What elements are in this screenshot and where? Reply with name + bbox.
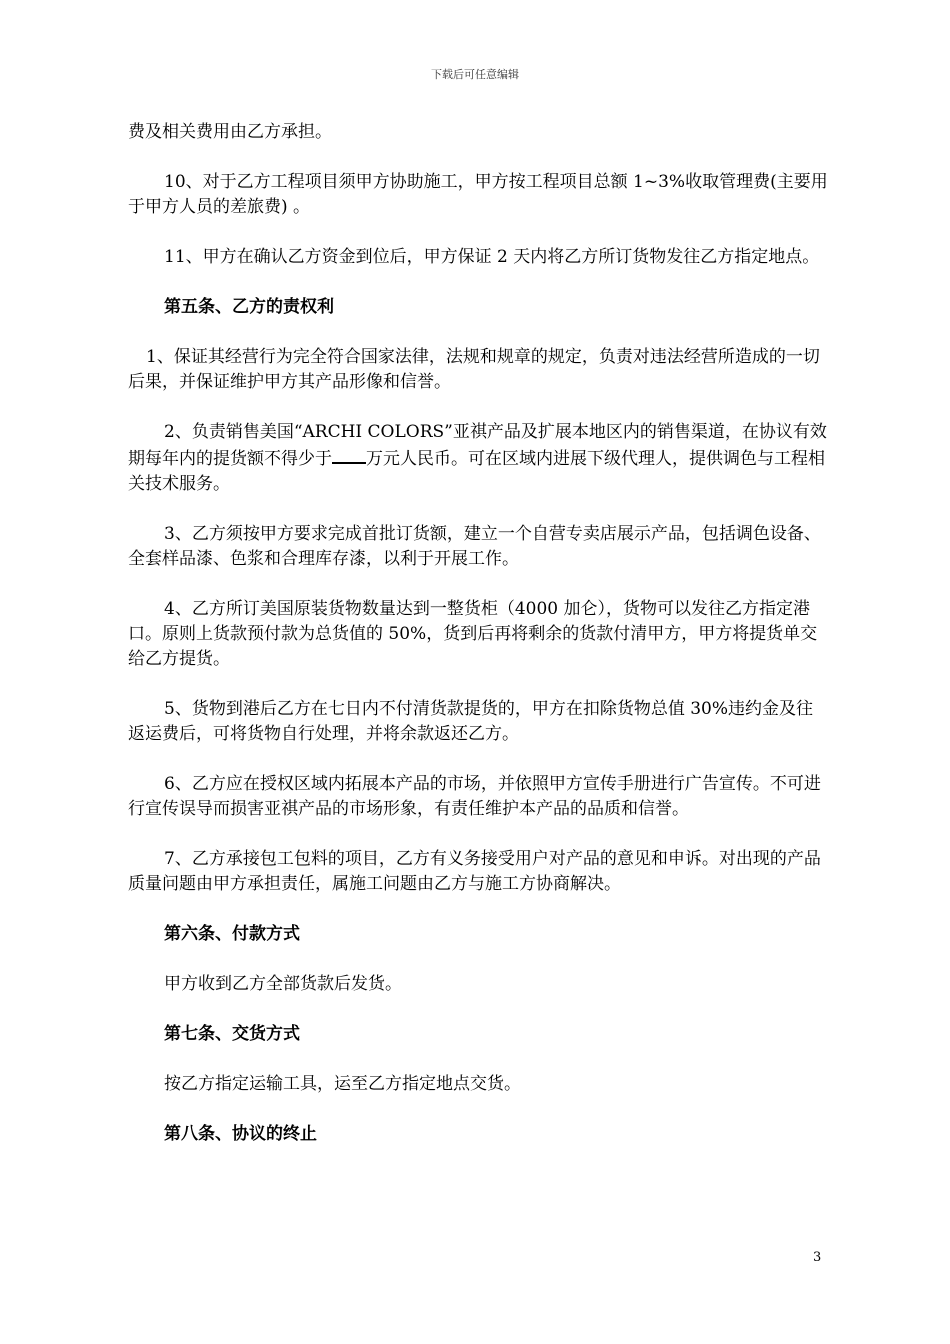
section-heading: 第六条、付款方式	[164, 924, 300, 944]
blank-line	[332, 445, 366, 464]
paragraph: 7、乙方承接包工包料的项目，乙方有义务接受用户对产品的意见和申诉。对出现的产品质量问题由甲方承担责任，属施工问题由乙方与施工方协商解决。	[128, 849, 821, 894]
page-number: 3	[813, 1250, 822, 1265]
paragraph: 3、乙方须按甲方要求完成首批订货额，建立一个自营专卖店展示产品，包括调色设备、全套样品漆、色浆和合理库存漆，以利于开展工作。	[128, 524, 821, 569]
paragraph: 6、乙方应在授权区域内拓展本产品的市场，并依照甲方宣传手册进行广告宣传。不可进行宣传误导而损害亚祺产品的市场形象，有责任维护本产品的品质和信誉。	[128, 774, 821, 819]
paragraph-text: 万元人民币。可在区域内进展下级代理人，提供调色与工程相关技术服务。	[128, 449, 825, 494]
paragraph: 10、对于乙方工程项目须甲方协助施工，甲方按工程项目总额 1~3%收取管理费(主要用于甲方人员的差旅费) 。	[128, 172, 828, 217]
paragraph: 1、保证其经营行为完全符合国家法律，法规和规章的规定，负责对违法经营所造成的一切后果，并保证维护甲方其产品形像和信誉。	[128, 347, 820, 392]
paragraph	[128, 420, 828, 497]
section-heading: 第五条、乙方的责权利	[164, 297, 334, 317]
paragraph-text: 2、负责销售美国“ARCHI COLORS”亚祺产品及扩展本地区内的销售渠道，在协议有效期每年内的提货额不得少于	[128, 422, 827, 469]
paragraph: 5、货物到港后乙方在七日内不付清货款提货的，甲方在扣除货物总值 30%违约金及往返运费后，可将货物自行处理，并将余款返还乙方。	[128, 699, 814, 744]
section-heading: 第八条、协议的终止	[164, 1124, 317, 1144]
paragraph: 甲方收到乙方全部货款后发货。	[164, 974, 402, 994]
paragraph: 费及相关费用由乙方承担。	[128, 122, 332, 142]
paragraph: 11、甲方在确认乙方资金到位后，甲方保证 2 天内将乙方所订货物发往乙方指定地点。	[164, 247, 820, 267]
paragraph: 按乙方指定运输工具，运至乙方指定地点交货。	[164, 1074, 521, 1094]
document-body	[128, 120, 828, 1172]
section-heading: 第七条、交货方式	[164, 1024, 300, 1044]
page-header: 下载后可任意编辑	[431, 68, 519, 81]
paragraph: 4、乙方所订美国原装货物数量达到一整货柜（4000 加仑），货物可以发往乙方指定港口。原则上货款预付款为总货值的 50%，货到后再将剩余的货款付清甲方，甲方将提货单交给乙方提货。	[128, 599, 818, 669]
